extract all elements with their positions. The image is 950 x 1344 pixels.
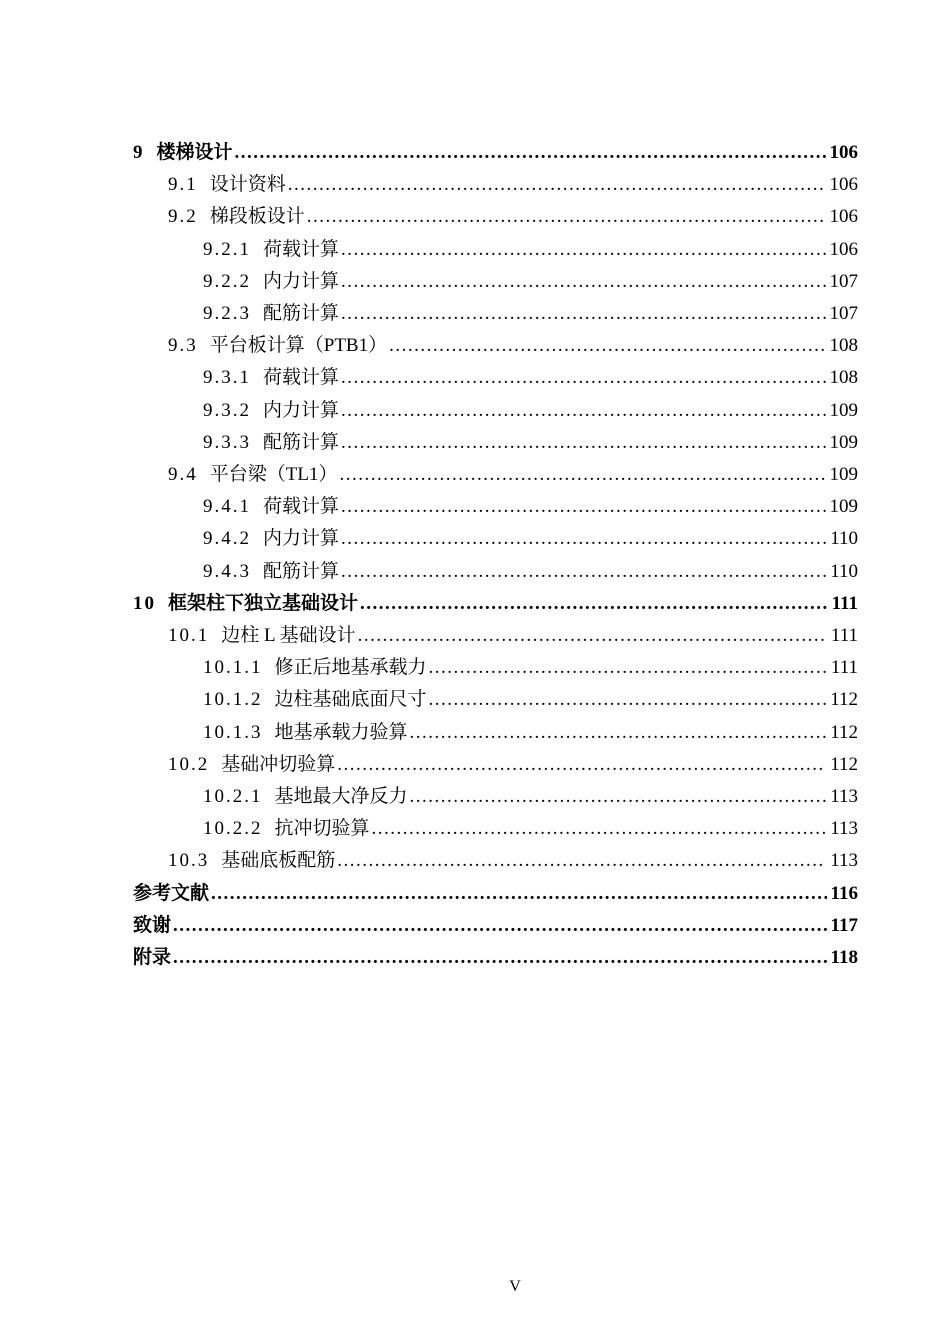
toc-entry-number: 9.4 [168, 464, 198, 486]
table-of-contents [133, 137, 858, 974]
toc-entry-number: 10.1.2 [203, 689, 263, 711]
toc-entry-number: 10.1.3 [203, 721, 263, 743]
toc-entry-number: 9.3 [168, 335, 198, 357]
toc-entry-page: 106 [829, 238, 858, 260]
toc-entry-number: 10.1.1 [203, 657, 263, 679]
toc-leader-dots [341, 266, 825, 298]
toc-entry-page: 109 [829, 431, 858, 453]
toc-leader-dots [372, 813, 827, 845]
toc-entry-title: 边柱 L 基础设计 [221, 625, 356, 647]
toc-entry[interactable] [133, 845, 858, 877]
toc-entry-number: 9.3.2 [203, 399, 251, 421]
toc-entry[interactable] [133, 459, 858, 491]
toc-entry-title: 内力计算 [263, 528, 340, 550]
toc-entry-page: 112 [830, 721, 858, 743]
toc-leader-dots [339, 459, 825, 491]
footer-page-number: V [509, 1278, 521, 1295]
toc-leader-dots [235, 137, 826, 169]
toc-entry-page: 117 [830, 914, 858, 936]
toc-entry-page: 108 [829, 367, 858, 389]
toc-entry-number: 9.4.2 [203, 528, 251, 550]
toc-leader-dots [307, 201, 826, 233]
toc-entry-number: 9.2.1 [203, 238, 251, 260]
toc-entry-title: 框架柱下独立基础设计 [168, 592, 359, 614]
toc-entry[interactable] [133, 813, 858, 845]
toc-entry-page: 112 [830, 753, 858, 775]
toc-entry-page: 113 [830, 818, 858, 840]
toc-leader-dots [429, 684, 827, 716]
toc-entry-page: 111 [830, 657, 858, 679]
toc-entry-title: 荷载计算 [263, 238, 340, 260]
toc-entry[interactable] [133, 395, 858, 427]
toc-entry-page: 116 [830, 882, 858, 904]
toc-entry-title: 基地最大净反力 [274, 786, 408, 808]
toc-leader-dots [173, 942, 827, 974]
toc-entry-number: 10.3 [168, 850, 210, 872]
toc-entry-page: 109 [829, 399, 858, 421]
toc-entry-title: 内力计算 [263, 270, 340, 292]
toc-entry-title: 基础冲切验算 [221, 753, 336, 775]
toc-entry-number: 10.2 [168, 753, 210, 775]
toc-entry-title: 荷载计算 [263, 496, 340, 518]
toc-entry[interactable] [133, 652, 858, 684]
toc-entry-title: 内力计算 [263, 399, 340, 421]
toc-leader-dots [341, 395, 825, 427]
toc-entry-page: 109 [829, 464, 858, 486]
toc-entry-title: 配筋计算 [263, 560, 340, 582]
toc-entry-number: 10 [133, 592, 156, 614]
toc-entry[interactable] [133, 749, 858, 781]
toc-entry-title: 楼梯设计 [156, 142, 233, 163]
toc-entry[interactable] [133, 620, 858, 652]
toc-entry-page: 111 [830, 625, 858, 647]
toc-entry-title: 致谢 [133, 914, 172, 936]
toc-leader-dots [429, 652, 827, 684]
toc-entry[interactable] [133, 298, 858, 330]
toc-entry-page: 107 [829, 270, 858, 292]
toc-entry-title: 边柱基础底面尺寸 [274, 689, 427, 711]
toc-entry-page: 109 [829, 496, 858, 518]
toc-entry-page: 106 [829, 206, 858, 228]
toc-leader-dots [389, 330, 825, 362]
toc-entry-number: 9.1 [168, 174, 198, 196]
toc-entry-page: 106 [829, 174, 858, 196]
toc-entry-number: 9.4.3 [203, 560, 251, 582]
toc-entry[interactable] [133, 330, 858, 362]
toc-entry-page: 106 [829, 142, 858, 163]
toc-leader-dots [211, 878, 827, 910]
toc-entry-page: 118 [830, 947, 858, 969]
toc-entry-number: 9.2.2 [203, 270, 251, 292]
toc-entry-page: 110 [830, 528, 858, 550]
toc-leader-dots [337, 845, 826, 877]
toc-entry-number: 9.2.3 [203, 303, 251, 325]
toc-entry-number: 9.2 [168, 206, 198, 228]
toc-entry[interactable] [133, 266, 858, 298]
toc-leader-dots [341, 362, 825, 394]
footer [509, 1277, 521, 1297]
toc-entry-number: 10.2.2 [203, 818, 263, 840]
toc-entry[interactable] [133, 234, 858, 266]
toc-entry-title: 荷载计算 [263, 367, 340, 389]
toc-entry[interactable] [133, 684, 858, 716]
toc-entry-title: 地基承载力验算 [274, 721, 408, 743]
toc-entry[interactable] [133, 910, 858, 942]
toc-entry-number: 9 [133, 142, 145, 163]
toc-entry-number: 10.1 [168, 625, 210, 647]
toc-entry[interactable] [133, 362, 858, 394]
toc-entry-page: 112 [830, 689, 858, 711]
toc-entry[interactable] [133, 137, 858, 169]
toc-entry-title: 修正后地基承载力 [274, 657, 427, 679]
toc-entry-title: 梯段板设计 [209, 206, 305, 228]
toc-leader-dots [341, 427, 825, 459]
toc-entry[interactable] [133, 169, 858, 201]
toc-leader-dots [358, 620, 827, 652]
toc-entry-title: 平台板计算（PTB1） [209, 335, 388, 357]
toc-entry-page: 110 [830, 560, 858, 582]
toc-entry-page: 113 [830, 850, 858, 872]
toc-entry-title: 配筋计算 [263, 303, 340, 325]
toc-entry[interactable] [133, 523, 858, 555]
toc-leader-dots [410, 781, 827, 813]
toc-entry-title: 抗冲切验算 [274, 818, 370, 840]
toc-entry-number: 9.3.1 [203, 367, 251, 389]
toc-entry-title: 平台梁（TL1） [209, 464, 338, 486]
toc-entry[interactable] [133, 878, 858, 910]
toc-entry[interactable] [133, 588, 858, 620]
toc-entry-page: 111 [831, 592, 858, 614]
toc-entry[interactable] [133, 781, 858, 813]
toc-entry[interactable] [133, 717, 858, 749]
toc-leader-dots [341, 234, 825, 266]
toc-entry[interactable] [133, 942, 858, 974]
toc-entry-number: 9.4.1 [203, 496, 251, 518]
toc-entry-title: 配筋计算 [263, 431, 340, 453]
toc-leader-dots [341, 491, 825, 523]
toc-entry-title: 参考文献 [133, 882, 210, 904]
toc-leader-dots [360, 588, 828, 620]
toc-entry[interactable] [133, 491, 858, 523]
toc-entry-page: 107 [829, 303, 858, 325]
toc-entry-title: 基础底板配筋 [221, 850, 336, 872]
toc-entry[interactable] [133, 201, 858, 233]
toc-leader-dots [410, 717, 827, 749]
toc-entry-title: 附录 [133, 947, 172, 969]
toc-entry-title: 设计资料 [209, 174, 286, 196]
toc-entry[interactable] [133, 556, 858, 588]
toc-leader-dots [341, 556, 826, 588]
toc-leader-dots [341, 298, 825, 330]
toc-entry-page: 108 [829, 335, 858, 357]
toc-leader-dots [173, 910, 827, 942]
toc-entry-number: 10.2.1 [203, 786, 263, 808]
toc-entry[interactable] [133, 427, 858, 459]
toc-entry-number: 9.3.3 [203, 431, 251, 453]
toc-entry-page: 113 [830, 786, 858, 808]
toc-leader-dots [341, 523, 826, 555]
toc-leader-dots [337, 749, 826, 781]
toc-leader-dots [288, 169, 826, 201]
